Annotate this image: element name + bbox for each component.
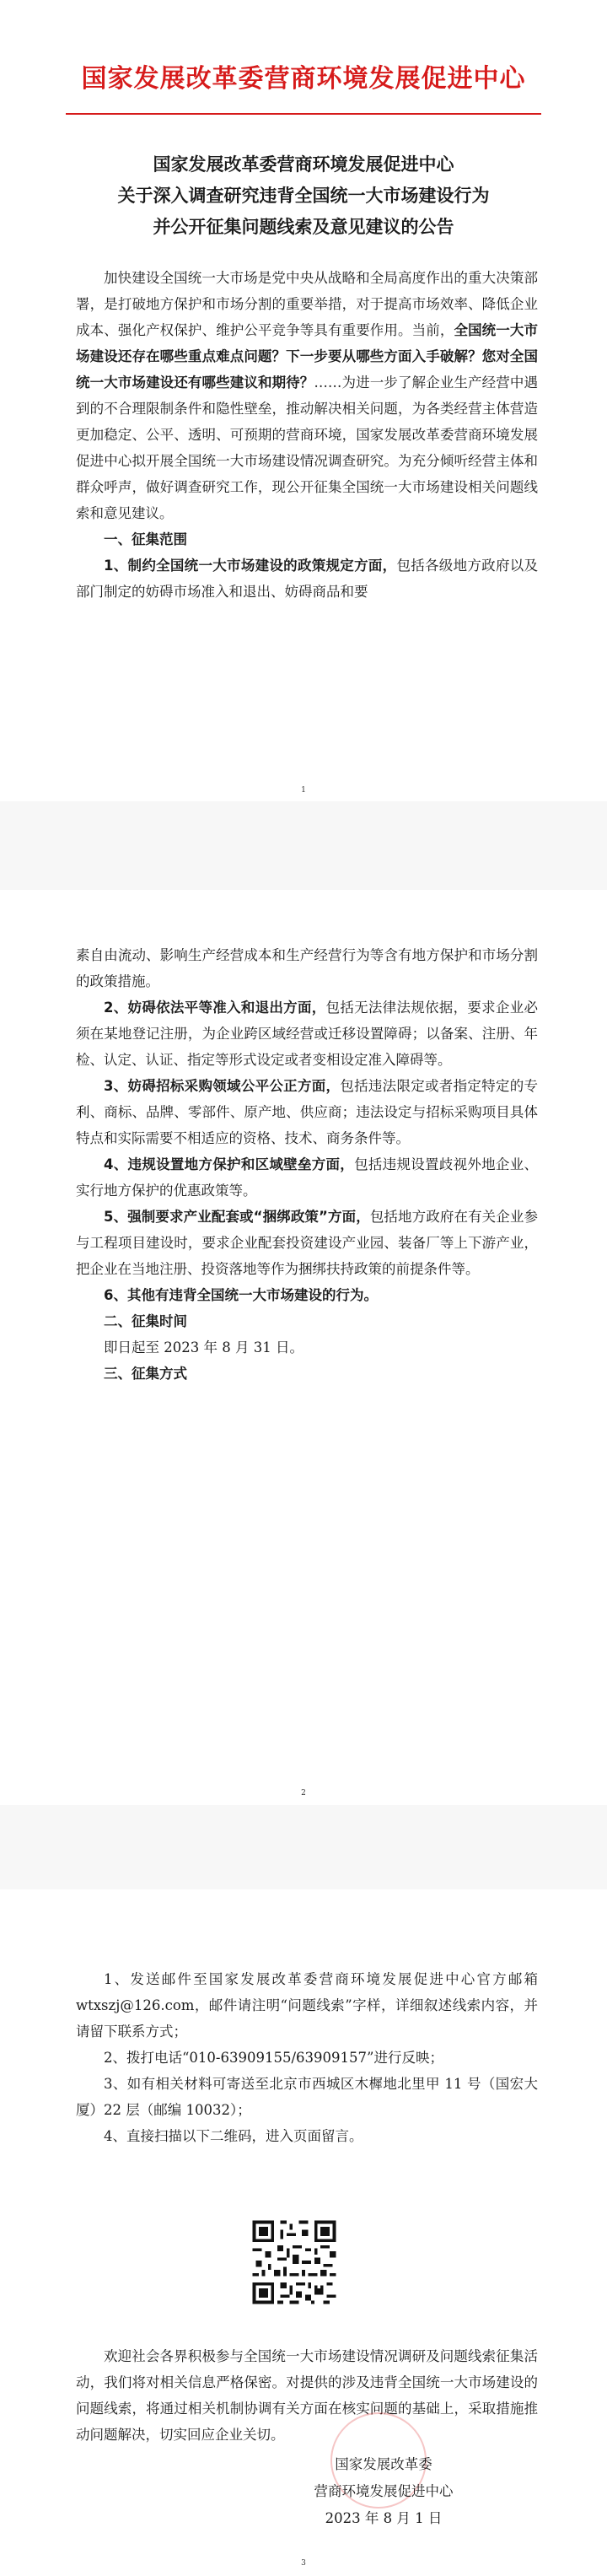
section2-heading: 二、征集时间: [104, 1313, 187, 1329]
section1-heading: 一、征集范围: [104, 531, 187, 547]
section1-item6: 6、其他有违背全国统一大市场建设的行为。: [104, 1287, 378, 1303]
signature-line-2: 营商环境发展促进中心: [314, 2483, 454, 2499]
item2-text: 包括无法律法规依据，要求企业必须在某地登记注册，为企业跨区域经营或迁移设置障碍；以备案、注册、年检、认定、认证、指定等形式设定或者变相设定准入障碍等。: [76, 1000, 539, 1068]
page-number-1: 1: [301, 786, 306, 795]
item3-bold: 3、妨碍招标采购领域公平公正方面，: [104, 1078, 341, 1094]
intro-text-1: 加快建设全国统一大市场是党中央从战略和全局高度作出的重大决策部署，是打破地方保护和市场分割的重要举措，对于提高市场效率、降低企业成本、强化产权保护、维护公平竞争等具有重要作用。当前，: [76, 270, 538, 338]
section3-item1: 1、发送邮件至国家发展改革委营商环境发展促进中心官方邮箱 wtxszj@126.com，邮件请注明“问题线索”字样，详细叙述线索内容，并请留下联系方式；: [76, 1971, 538, 2040]
section1-continued: [76, 942, 538, 1387]
item4-bold: 4、违规设置地方保护和区域壁垒方面，: [104, 1156, 355, 1172]
section1-item3: [76, 1073, 538, 1151]
org-header: 国家发展改革委营商环境发展促进中心: [81, 64, 526, 94]
document-page-2: [0, 890, 607, 1805]
intro-paragraph: [76, 265, 538, 526]
intro-section: [76, 265, 538, 605]
section1-item5: [76, 1204, 538, 1282]
signature-block: [295, 2451, 472, 2532]
section3-item3: 3、如有相关材料可寄送至北京市西城区木樨地北里甲 11 号（国宏大厦）22 层（邮编 10032）；: [76, 2076, 538, 2118]
page-gap-1: [0, 801, 607, 890]
section3-item4: 4、直接扫描以下二维码，进入页面留言。: [104, 2128, 363, 2144]
intro-bold-questions: 全国统一大市场建设还存在哪些重点难点问题？下一步要从哪些方面入手破解？您对全国统一大市场建设还有哪些建议和期待？: [76, 322, 538, 391]
title-line-1: 国家发展改革委营商环境发展促进中心: [153, 154, 454, 175]
section1-item4: [76, 1151, 538, 1204]
signature-line-1: 国家发展改革委: [335, 2456, 432, 2472]
page-gap-2: [0, 1805, 607, 1889]
item2-bold: 2、妨碍依法平等准入和退出方面，: [104, 1000, 326, 1016]
page-number-2: 2: [301, 1789, 306, 1797]
title-line-2: 关于深入调查研究违背全国统一大市场建设行为: [117, 185, 490, 206]
section3-heading: 三、征集方式: [104, 1366, 187, 1382]
closing-paragraph: 欢迎社会各界积极参与全国统一大市场建设情况调研及问题线索征集活动，我们将对相关信息严格保密。对提供的涉及违背全国统一大市场建设的问题线索，将通过相关机制协调有关方面在核实问题的基础上，采取措施推动问题解决，切实回应企业关切。: [76, 2348, 538, 2443]
item5-bold: 5、强制要求产业配套或“捆绑政策”方面，: [104, 1209, 370, 1225]
section3-items: [76, 1966, 538, 2149]
qr-code-icon[interactable]: [250, 2218, 339, 2307]
item1-text-a: 包括各级地方政府以及部门制定的妨碍市场准入和退出、妨碍商品和要: [76, 558, 539, 600]
document-page-1: [0, 0, 607, 801]
page-number-3: 3: [301, 2559, 306, 2568]
signature-date: 2023 年 8 月 1 日: [325, 2510, 443, 2526]
document-page-3: [0, 1889, 607, 2576]
item3-text: 包括违法限定或者指定特定的专利、商标、品牌、零部件、原产地、供应商；违法设定与招标采购项目具体特点和实际需要不相适应的资格、技术、商务条件等。: [76, 1078, 539, 1146]
section2-text: 即日起至 2023 年 8 月 31 日。: [104, 1339, 304, 1355]
section1-item2: [76, 994, 538, 1073]
section1-item1-start: [76, 552, 538, 605]
item4-text: 包括违规设置歧视外地企业、实行地方保护的优惠政策等。: [76, 1156, 539, 1199]
document-title: [0, 148, 607, 242]
item5-text: 包括地方政府在有关企业参与工程项目建设时，要求企业配套投资建设产业园、装备厂等上下游产业，把企业在当地注册、投资落地等作为捆绑扶持政策的前提条件等。: [76, 1209, 539, 1277]
closing-section: [76, 2343, 538, 2448]
title-line-3: 并公开征集问题线索及意见建议的公告: [153, 216, 454, 237]
intro-text-2: ……为进一步了解企业生产经营中遇到的不合理限制条件和隐性壁垒，推动解决相关问题，为各类经营主体营造更加稳定、公平、透明、可预期的营商环境，国家发展改革委营商环境发展促进中心拟开展全国统一大市场建设情况调查研究。为充分倾听经营主体和群众呼声，做好调查研究工作，现公开征集全国统一大市场建设相关问题线索和意见建议。: [76, 375, 539, 521]
header-red-rule: [66, 113, 541, 115]
item1-bold: 1、制约全国统一大市场建设的政策规定方面，: [104, 558, 397, 574]
item1-text-b: 素自由流动、影响生产经营成本和生产经营行为等含有地方保护和市场分割的政策措施。: [76, 947, 538, 989]
section3-item2: 2、拨打电话“010-63909155/63909157”进行反映；: [104, 2050, 443, 2066]
